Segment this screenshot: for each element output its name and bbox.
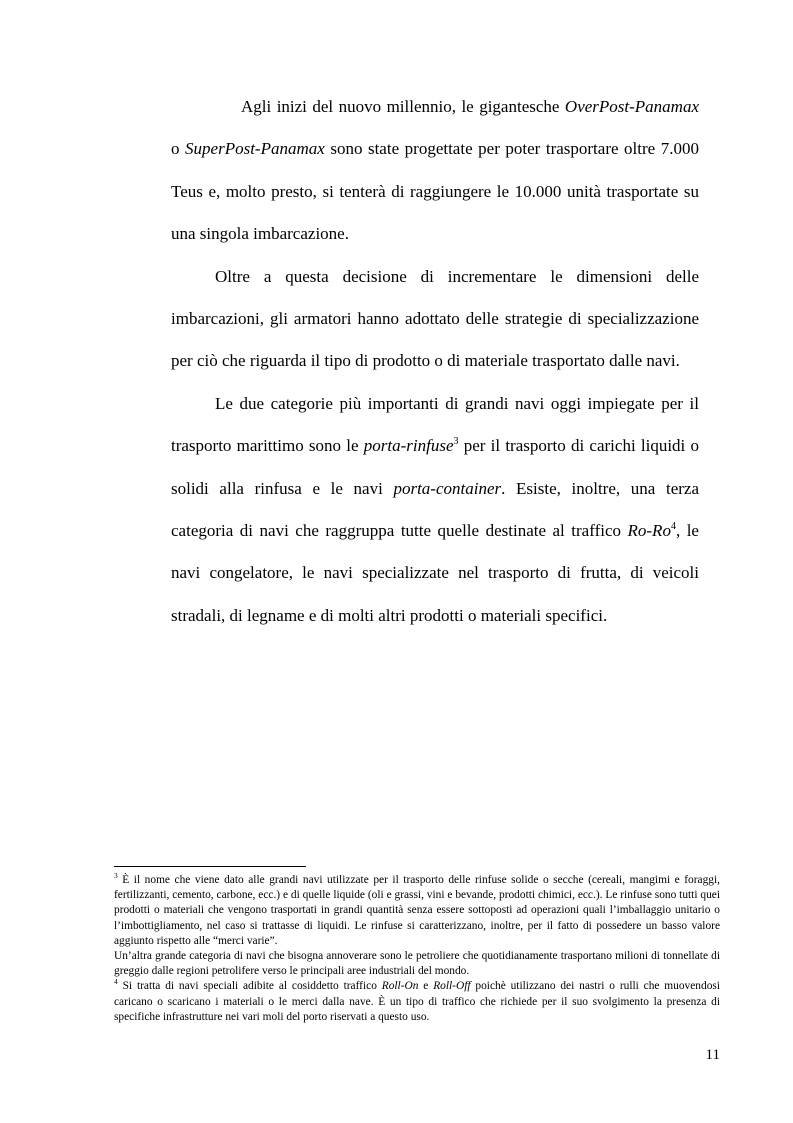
text-run: . Esiste, inoltre, una terza categoria di navi che raggruppa tutte quelle destinate al traffico [171,478,699,541]
body-text [171,86,699,637]
text-run: Agli inizi del nuovo millennio, le gigantesche [241,97,565,116]
italic-term: porta-rinfuse [363,436,454,456]
footnote-4 [114,979,720,1025]
italic-term: Roll-Off [433,980,471,993]
footnotes [114,873,720,1025]
footnote-text: poichè utilizzano dei nastri o rulli che muovendosi caricano o scaricano i materiali o le merci dalla nave. È un tipo di traffico che richiede per il suo svolgimento la presenza di specifiche infrastrutture nei vari moli del porto riservati a questo uso. [114,980,720,1023]
italic-term: Ro-Ro [627,521,671,541]
italic-term: OverPost-Panamax [564,97,699,116]
paragraph-1 [171,86,699,256]
text-run: , le navi congelatore, le navi specializzate nel trasporto di frutta, di veicoli stradali, di legname e di molti altri prodotti o materiali specifici. [171,521,699,625]
footnote-separator [114,866,306,867]
text-run: sono state progettate per poter trasportare oltre 7.000 Teus e, molto presto, si tenterà di raggiungere le 10.000 unità trasportate su una singola imbarcazione. [171,139,699,244]
footnote-ref-3[interactable]: 3 [453,436,459,448]
italic-term: Roll-On [381,980,419,993]
italic-term: SuperPost-Panamax [185,139,325,159]
text-run: Oltre a questa decisione di incrementare le dimensioni delle imbarcazioni, gli armatori hanno adottato delle strategie di specializzazione per ciò che riguarda il tipo di prodotto o di materiale trasportato dalle navi. [171,266,699,371]
footnote-text: Un’altra grande categoria di navi che bisogna annoverare sono le petroliere che quotidianamente trasportano milioni di tonnellate di greggio dalle regioni petrolifere verso le principali aree industriali del mondo. [114,950,720,978]
text-run: per il trasporto di carichi liquidi o solidi alla rinfusa e le navi [171,436,700,498]
footnote-text: Si tratta di navi speciali adibite al cosiddetto traffico [117,980,382,993]
page-number: 11 [705,1047,720,1063]
footnote-3-continuation [114,949,720,979]
footnote-number: 4 [114,977,118,987]
footnote-text: e [418,980,434,993]
italic-term: porta-container [393,478,502,498]
text-run: o [171,139,186,159]
paragraph-3 [171,383,699,637]
footnote-number: 3 [114,871,118,880]
footnote-text: È il nome che viene dato alle grandi navi utilizzate per il trasporto delle rinfuse solide o secche (cereali, mangimi e foraggi, fertilizzanti, cemento, carbone, ecc.) e di quelle liquide (oli e grassi, vini e bevande, prodotti chimici, ecc.). Le rinfuse sono tutti quei prodotti o materiali che vengono trasportati in grandi quantità senza essere sottoposti ad operazioni quali l’imballaggio unitario o l’imbottigliamento, nel caso si trattasse di liquidi. Le rinfuse si caratterizzano, inoltre, per il fatto di possedere un basso valore aggiunto rispetto alle “merci varie”. [114,874,720,947]
paragraph-2 [171,256,699,383]
footnote-ref-4[interactable]: 4 [670,521,676,533]
text-run: Le due categorie più importanti di grandi navi oggi impiegate per il trasporto marittimo sono le [171,393,699,456]
footnote-3 [114,873,720,949]
